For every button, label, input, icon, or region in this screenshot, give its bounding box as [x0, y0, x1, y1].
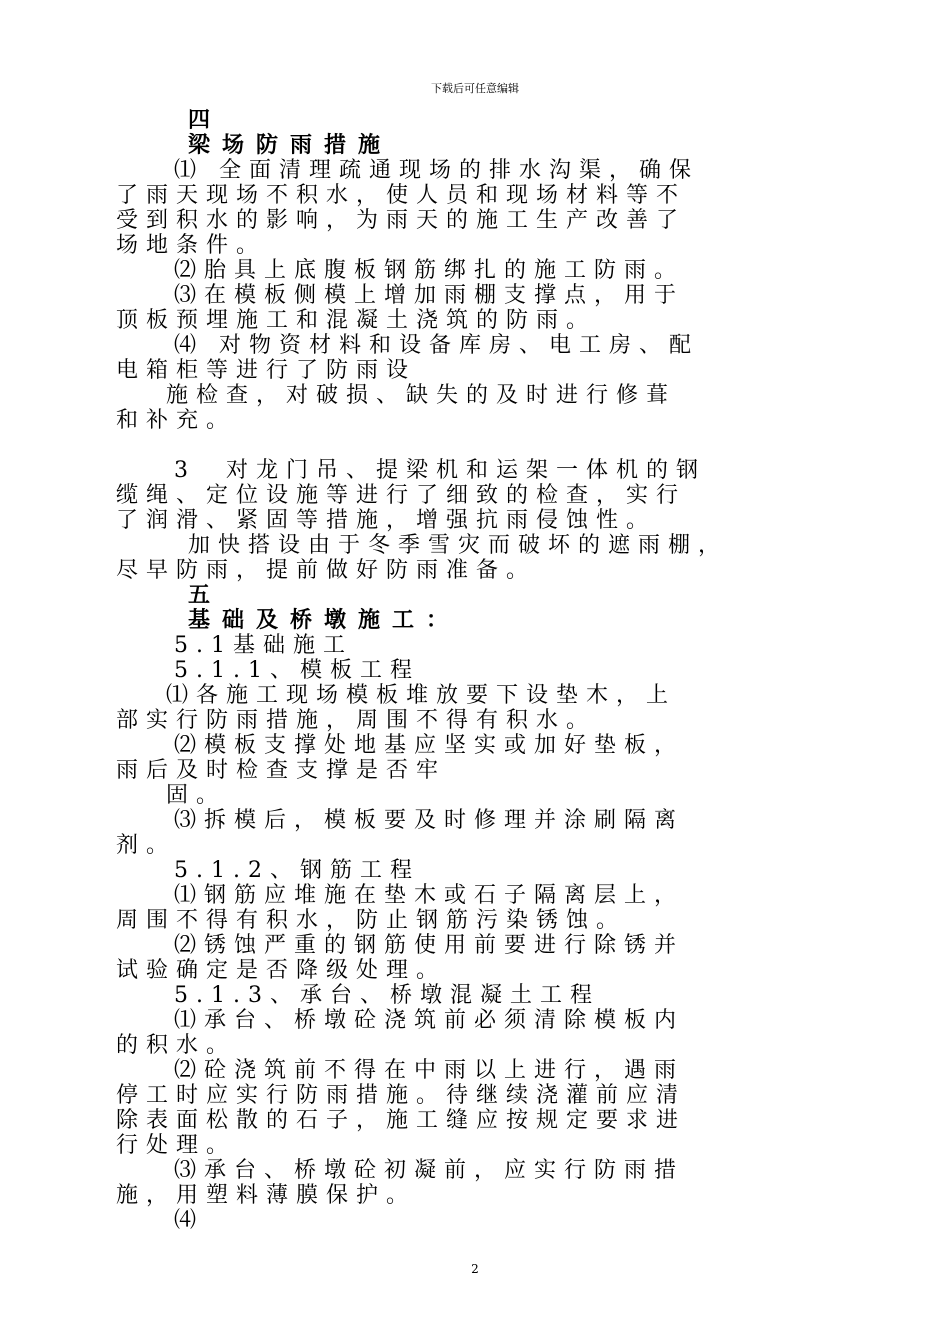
paragraph-line: 顶板预埋施工和混凝土浇筑的防雨。 — [116, 308, 597, 333]
blank-line — [116, 433, 830, 458]
paragraph-line: 3 对龙门吊、提梁机和运架一体机的钢 — [174, 458, 706, 483]
subsection-title: 5.1.2、钢筋工程 — [174, 858, 420, 883]
paragraph-line: ⑶承台、桥墩砼初凝前，应实行防雨措 — [174, 1158, 685, 1183]
paragraph-line: ⑴承台、桥墩砼浇筑前必须清除模板内 — [174, 1008, 685, 1033]
paragraph-line: 尽早防雨，提前做好防雨准备。 — [116, 558, 537, 583]
subsection-title: 5.1.1、模板工程 — [174, 658, 420, 683]
paragraph-line: 电箱柜等进行了防雨设 — [116, 358, 417, 383]
subsection-title: 5.1.3、承台、桥墩混凝土工程 — [174, 983, 600, 1008]
paragraph-line: 缆绳、定位设施等进行了细致的检查，实行 — [116, 483, 687, 508]
paragraph-line: 场地条件。 — [116, 233, 267, 258]
paragraph-line: 和补充。 — [116, 408, 237, 433]
paragraph-line: 行处理。 — [116, 1133, 237, 1158]
paragraph-line: 施，用塑料薄膜保护。 — [116, 1183, 417, 1208]
document-body — [116, 108, 830, 1233]
paragraph-line: 了雨天现场不积水，使人员和现场材料等不 — [116, 183, 687, 208]
section-number-4: 四 — [188, 107, 223, 133]
paragraph-line: 剂。 — [116, 833, 177, 858]
paragraph-line: ⑴ 全面清理疏通现场的排水沟渠，确保 — [174, 158, 699, 183]
paragraph-line: 雨后及时检查支撑是否牢 — [116, 758, 447, 783]
paragraph-line: 的积水。 — [116, 1033, 237, 1058]
section-title-beam-yard-rain: 梁场防雨措施 — [188, 132, 393, 158]
paragraph-line: 部实行防雨措施，周围不得有积水。 — [116, 708, 597, 733]
paragraph-line: 加快搭设由于冬季雪灾而破坏的遮雨棚， — [188, 533, 729, 558]
paragraph-line: 试验确定是否降级处理。 — [116, 958, 447, 983]
page-header: 下载后可任意编辑 — [431, 82, 519, 95]
paragraph-line: 固。 — [166, 783, 227, 808]
page-number: 2 — [471, 1262, 479, 1276]
section-number-5: 五 — [188, 582, 223, 608]
paragraph-line: 周围不得有积水，防止钢筋污染锈蚀。 — [116, 908, 627, 933]
paragraph-line: ⑴钢筋应堆施在垫木或石子隔离层上， — [174, 883, 685, 908]
section-title-foundation-pier: 基础及桥墩施工： — [188, 607, 461, 633]
paragraph-line: ⑷ — [174, 1208, 205, 1233]
paragraph-line: 停工时应实行防雨措施。待继续浇灌前应清 — [116, 1083, 687, 1108]
paragraph-line: ⑴各施工现场模板堆放要下设垫木，上 — [166, 683, 677, 708]
subsection-title: 5.1基础施工 — [174, 633, 353, 658]
paragraph-line: ⑵模板支撑处地基应坚实或加好垫板， — [174, 733, 685, 758]
paragraph-line: 了润滑、紧固等措施，增强抗雨侵蚀性。 — [116, 508, 657, 533]
paragraph-line: 除表面松散的石子，施工缝应按规定要求进 — [116, 1108, 687, 1133]
paragraph-line: ⑶在模板侧模上增加雨棚支撑点，用于 — [174, 283, 685, 308]
paragraph-line: ⑶拆模后，模板要及时修理并涂刷隔离 — [174, 808, 685, 833]
paragraph-line: ⑵胎具上底腹板钢筋绑扎的施工防雨。 — [174, 258, 685, 283]
paragraph-line: ⑷ 对物资材料和设备库房、电工房、配 — [174, 333, 699, 358]
paragraph-line: 施检查，对破损、缺失的及时进行修葺 — [166, 383, 677, 408]
paragraph-line: ⑵砼浇筑前不得在中雨以上进行，遇雨 — [174, 1058, 685, 1083]
paragraph-line: 受到积水的影响，为雨天的施工生产改善了 — [116, 208, 687, 233]
paragraph-line: ⑵锈蚀严重的钢筋使用前要进行除锈并 — [174, 933, 685, 958]
